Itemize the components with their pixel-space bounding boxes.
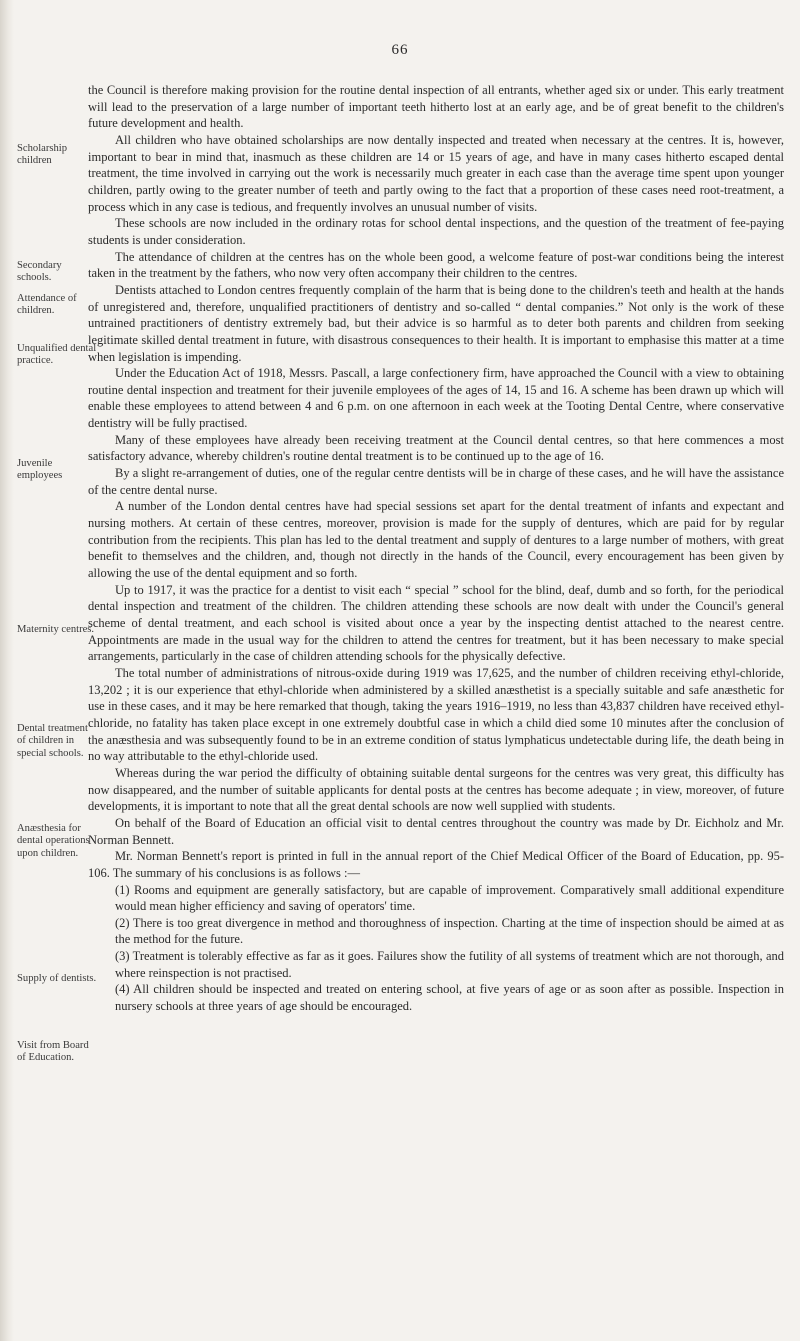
paragraph-employees-treatment: Many of these employees have already been receiving treatment at the Council dental centres, so that here commences a most satisfactory advance, whereby children's routine dental treatment is to be continued up to the age of 16. <box>88 432 784 464</box>
margin-note-scholarship-children: Scholarship children <box>17 143 68 167</box>
margin-note-visit-board: Visit from Board of Education. <box>17 1040 89 1064</box>
margin-note-anaesthesia: Anæsthesia for dental operations upon children. <box>17 823 90 859</box>
paragraph-maternity: A number of the London dental centres have had special sessions set apart for the dental treatment of infants and expectant and nursing mothers. At certain of these centres, moreover, provision is made for the supply of dentures, which are paid for by regular contribution from the recipients. This plan has led to the dental treatment and supply of dentures to a large number of mothers, with great benefit to themselves and the children, and, though not directly in the hands of the Council, every encouragement has been given by allowing the use of the dental equipment and so forth. <box>88 499 784 581</box>
paragraph-special-schools: Up to 1917, it was the practice for a dentist to visit each “ special ” school for the blind, deaf, dumb and so forth, for the periodical dental inspection and treatment of the children. The children attending these schools are now dealt with under the Council's general scheme of dental treatment, and each school is visited about once a year by the inspecting dentist attached to the nearest centre. Appointments are made in the usual way for the children to attend the centres for treatment, but it has been necessary to make special arrangements, particularly in the case of children attending schools for the physically defective. <box>88 582 784 664</box>
paragraph-attendance: The attendance of children at the centres has on the whole been good, a welcome feature of post-war conditions being the interest taken in the treatment by the fathers, who now very often accompany their children to the centres. <box>88 249 784 281</box>
page-number: 66 <box>391 42 409 58</box>
margin-note-maternity-centres: Maternity centres. <box>17 624 95 635</box>
paragraph-supply-dentists: Whereas during the war period the difficulty of obtaining suitable dental surgeons for the centres was very great, this difficulty has now disappeared, and the number of suitable applicants for dental posts at the centres has become adequate ; in view, moreover, of future developments, it is important to note that all the great dental schools are now well supplied with students. <box>88 765 784 814</box>
paragraph-anaesthesia: The total number of administrations of nitrous-oxide during 1919 was 17,625, and the number of children receiving ethyl-chloride, 13,202 ; it is our experience that ethyl-chloride when administered by a skilled anæsthetist is a specially suitable and safe anæsthetic for use in these cases, and it may be here remarked that though, taking the years 1916–1919, no less than 43,837 children have received ethyl-chloride, no fatality has taken place except in one extremely doubtful case in which a child died some 10 minutes after the conclusion of the anæsthesia and was subsequently found to be in an extreme condition of status lymphaticus undetectable during life, the death being in no way attributable to the ethyl-chloride used. <box>88 665 784 764</box>
summary-item-1: (1) Rooms and equipment are generally satisfactory, but are capable of improvement. Comparatively small additional expenditure would mean higher efficiency and saving of operators' time. <box>115 882 784 914</box>
margin-note-attendance: Attendance of children. <box>17 293 77 317</box>
page-edge-shadow <box>0 0 14 1341</box>
paragraph-entrants: the Council is therefore making provision for the routine dental inspection of all entrants, whether aged six or under. This early treatment will lead to the preservation of a large number of important teeth hitherto lost at an early age, and be of great benefit to the children's future development and health. <box>88 83 784 131</box>
summary-item-3: (3) Treatment is tolerably effective as far as it goes. Failures show the futility of all systems of treatment which are not thorough, and where reinspection is not practised. <box>115 949 784 980</box>
paragraph-visit: On behalf of the Board of Education an official visit to dental centres throughout the country was made by Dr. Eichholz and Mr. Norman Bennett. <box>88 815 784 847</box>
margin-note-secondary-schools: Secondary schools. <box>17 260 62 284</box>
margin-note-unqualified-practice: Unqualified dental practice. <box>17 343 97 367</box>
margin-note-supply-of-dentists: Supply of dentists. <box>17 973 97 984</box>
paragraph-rearrangement: By a slight re-arrangement of duties, one of the regular centre dentists will be in charge of these cases, and he will have the assistance of the centre dental nurse. <box>88 466 784 497</box>
paragraph-report-summary: Mr. Norman Bennett's report is printed in full in the annual report of the Chief Medical Officer of the Board of Education, pp. 95-106. The summary of his conclusions is as follows :— <box>88 849 784 880</box>
paragraph-unqualified-practice: Dentists attached to London centres frequently complain of the harm that is being done to the children's teeth and health at the hands of unregistered and, therefore, unqualified practitioners of dentistry and so-called “ dental companies.” Not only is the work of these untrained practitioners of dentistry extremely bad, but their advice is so harmful as to deter both parents and children from seeking legitimate skilled dental treatment in future, with disastrous consequences to their health. It is important to emphasise this matter at a time when legislation is impending. <box>88 282 784 364</box>
paragraph-secondary-schools: These schools are now included in the ordinary rotas for school dental inspections, and the question of the treatment of fee-paying students is under consideration. <box>88 216 784 247</box>
paragraph-juvenile-employees: Under the Education Act of 1918, Messrs. Pascall, a large confectionery firm, have approached the Council with a view to obtaining routine dental inspection and treatment for their juvenile employees of the ages of 14, 15 and 16. A scheme has been drawn up which will enable these employees to attend between 4 and 6 p.m. on one afternoon in each week at the Tooting Dental Centre, where conservative dentistry will be fully practised. <box>88 366 784 431</box>
paragraph-scholarship: All children who have obtained scholarships are now dentally inspected and treated when necessary at the centres. It is, however, important to bear in mind that, inasmuch as these children are 14 or 15 years of age, and have in many cases hitherto escaped dental treatment, the time involved in carrying out the work is necessarily much greater in each case than the average time spent upon younger children, partly owing to the greater number of teeth and partly owing to the fact that a proportion of these cases need root-treatment, a process which in any case is tedious, and frequently involves an unusual number of visits. <box>88 132 784 214</box>
summary-item-2: (2) There is too great divergence in method and thoroughness of inspection. Charting at the time of inspection should be aimed at as the method for the future. <box>115 915 784 947</box>
summary-item-4: (4) All children should be inspected and treated on entering school, at five years of age or as soon after as possible. Inspection in nursery schools at three years of age should be encouraged. <box>115 982 784 1014</box>
report-body <box>88 82 784 1015</box>
margin-note-juvenile-employees: Juvenile employees <box>17 458 63 482</box>
margin-note-special-schools: Dental treatment of children in special schools. <box>17 723 88 759</box>
